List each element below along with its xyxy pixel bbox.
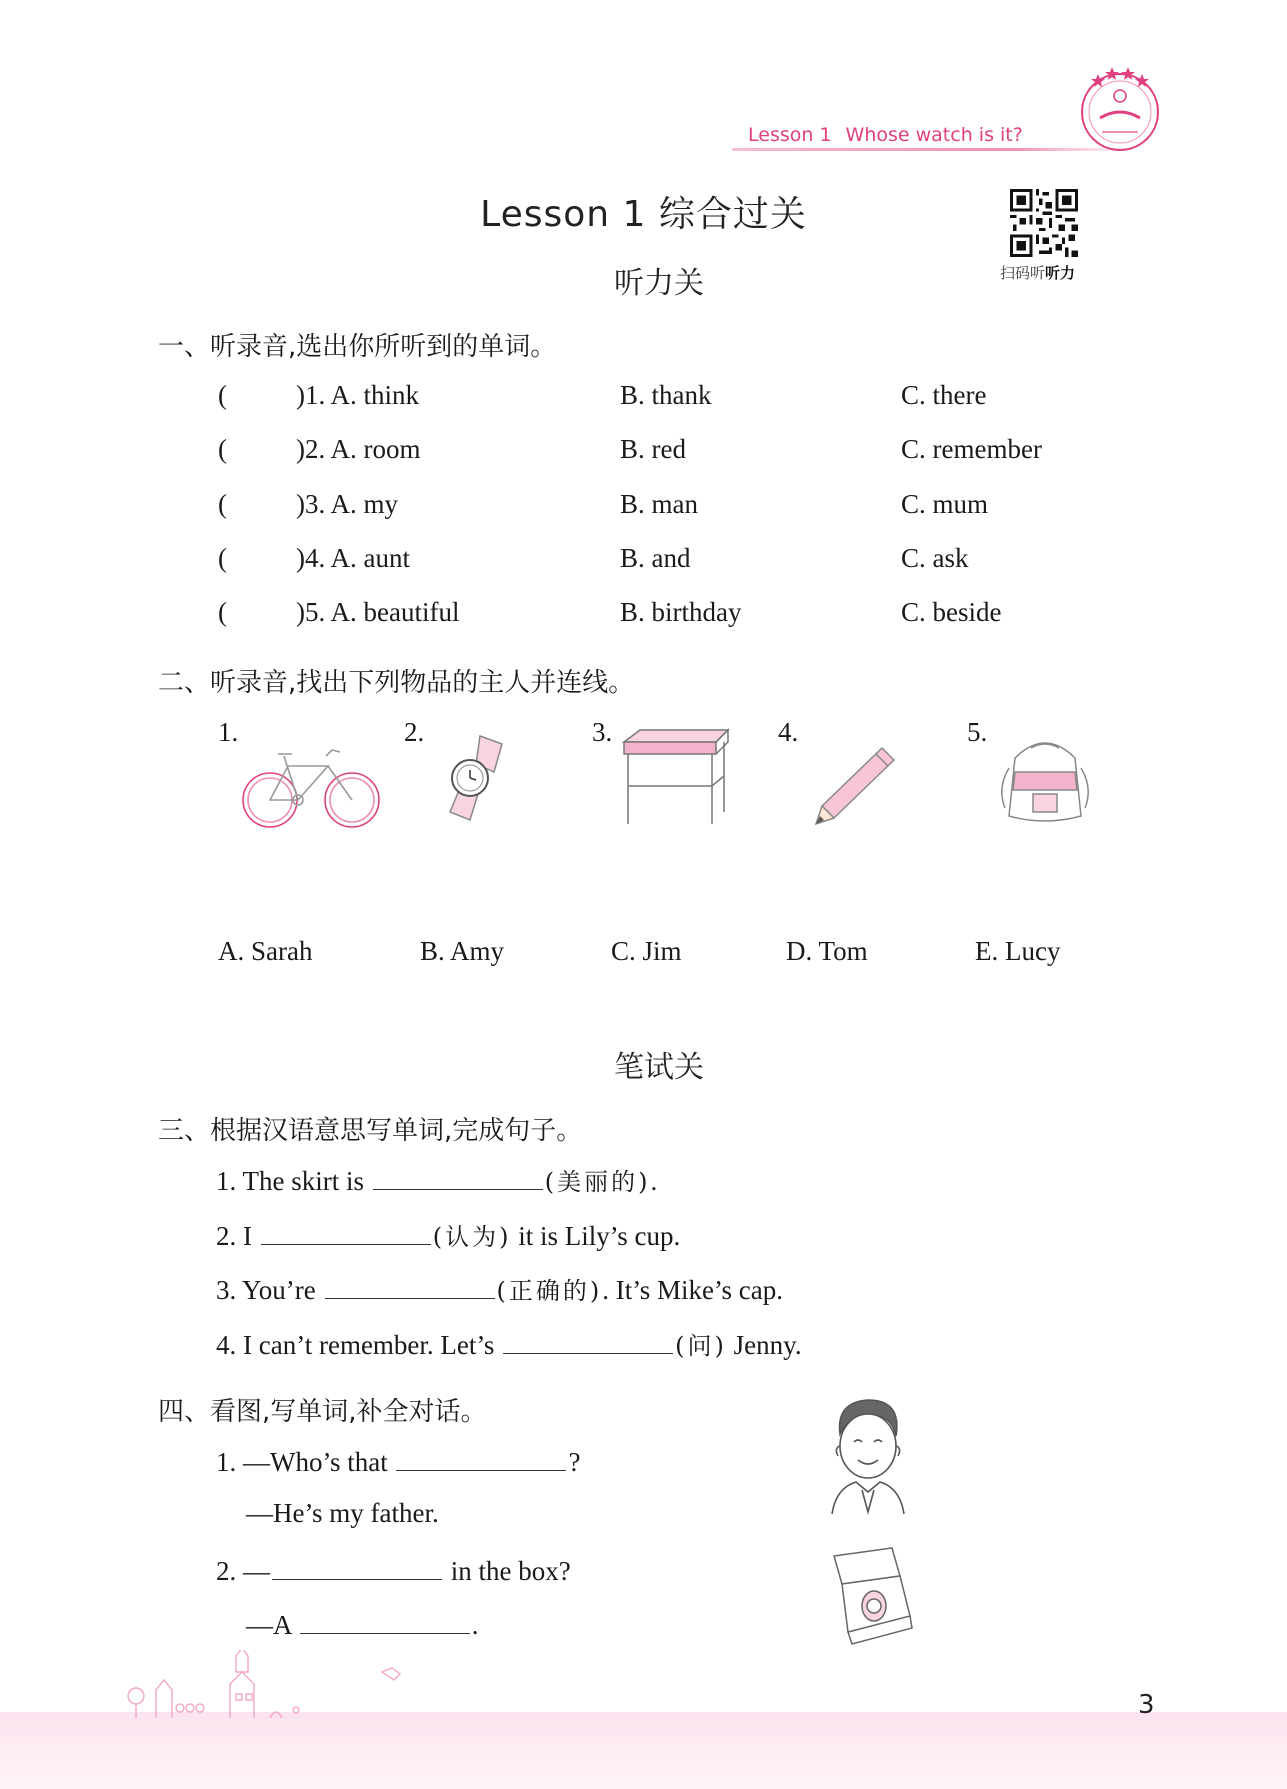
section1-item-2: ( )2. A. room B. red C. remember bbox=[218, 434, 1042, 464]
section4-a1: —He’s my father. bbox=[246, 1498, 439, 1528]
section4-a2: —A . bbox=[246, 1607, 479, 1641]
picture-number: 3. bbox=[592, 717, 613, 747]
picture-number: 2. bbox=[404, 717, 425, 747]
option-a: )2. A. room bbox=[296, 434, 421, 464]
section1-item-4: ( )4. A. aunt B. and C. ask bbox=[218, 543, 969, 573]
option-b: B. and bbox=[620, 543, 691, 573]
option-b: B. man bbox=[620, 489, 698, 519]
brand-seal-icon bbox=[1072, 60, 1168, 156]
lesson-tag: Lesson 1 bbox=[748, 124, 832, 146]
owner-option: D. Tom bbox=[786, 936, 868, 966]
footer-band bbox=[0, 1712, 1287, 1789]
section3-item-2: 2. I (认为) it is Lily’s cup. bbox=[216, 1217, 680, 1252]
owner-option: C. Jim bbox=[611, 936, 682, 966]
answer-blank[interactable] bbox=[396, 1444, 566, 1471]
chinese-hint: (美丽的) bbox=[544, 1168, 651, 1196]
owner-option: E. Lucy bbox=[975, 936, 1061, 966]
chinese-hint: (问) bbox=[675, 1332, 727, 1360]
section4-heading: 四、看图,写单词,补全对话。 bbox=[158, 1397, 487, 1427]
running-header bbox=[748, 124, 1037, 146]
option-a: )3. A. my bbox=[296, 489, 399, 519]
section3-item-4: 4. I can’t remember. Let’s (问) Jenny. bbox=[216, 1326, 802, 1361]
answer-blank[interactable] bbox=[261, 1218, 431, 1245]
bicycle-icon bbox=[240, 742, 382, 830]
page-title: Lesson 1 综合过关 bbox=[480, 194, 807, 235]
option-c: C. remember bbox=[901, 434, 1042, 464]
desk-icon bbox=[620, 726, 732, 828]
lesson-title: Whose watch is it? bbox=[845, 124, 1023, 146]
option-b: B. thank bbox=[620, 380, 712, 410]
section1-item-3: ( )3. A. my B. man C. mum bbox=[218, 489, 989, 519]
owner-option: B. Amy bbox=[420, 936, 505, 966]
answer-blank[interactable] bbox=[503, 1327, 673, 1354]
answer-blank[interactable] bbox=[373, 1163, 543, 1190]
option-b: B. red bbox=[620, 434, 686, 464]
section4-q1: 1. —Who’s that ? bbox=[216, 1444, 580, 1478]
section4-q2: 2. — in the box? bbox=[216, 1553, 571, 1587]
option-a: )1. A. think bbox=[296, 380, 420, 410]
answer-blank[interactable] bbox=[300, 1607, 470, 1634]
picture-number: 5. bbox=[967, 717, 988, 747]
option-a: )4. A. aunt bbox=[296, 543, 410, 573]
owner-option: A. Sarah bbox=[218, 936, 313, 966]
town-decoration-icon bbox=[120, 1650, 420, 1720]
answer-blank[interactable] bbox=[272, 1553, 442, 1580]
option-c: C. beside bbox=[901, 597, 1002, 627]
qr-caption: 扫码听听力 bbox=[1000, 264, 1076, 282]
section2-heading: 二、听录音,找出下列物品的主人并连线。 bbox=[158, 668, 635, 698]
pencil-icon bbox=[812, 744, 898, 826]
qr-code-icon bbox=[1010, 189, 1078, 257]
option-b: B. birthday bbox=[620, 597, 742, 627]
chinese-hint: (认为) bbox=[432, 1223, 512, 1251]
picture-number: 1. bbox=[218, 717, 239, 747]
section3-item-3: 3. You’re (正确的). It’s Mike’s cap. bbox=[216, 1271, 783, 1306]
option-c: C. there bbox=[901, 380, 987, 410]
page-number: 3 bbox=[1138, 1690, 1155, 1720]
watch-icon bbox=[440, 732, 512, 824]
watch-box-icon bbox=[830, 1546, 914, 1648]
backpack-icon bbox=[995, 728, 1095, 828]
listening-heading: 听力关 bbox=[614, 266, 704, 301]
section1-item-5: ( )5. A. beautiful B. birthday C. beside bbox=[218, 597, 1002, 627]
section1-item-1: ( )1. A. think B. thank C. there bbox=[218, 380, 987, 410]
section3-item-1: 1. The skirt is (美丽的). bbox=[216, 1162, 657, 1197]
section3-heading: 三、根据汉语意思写单词,完成句子。 bbox=[158, 1116, 583, 1146]
option-c: C. mum bbox=[901, 489, 989, 519]
answer-blank[interactable] bbox=[325, 1272, 495, 1299]
option-c: C. ask bbox=[901, 543, 969, 573]
father-icon bbox=[822, 1394, 914, 1518]
picture-number: 4. bbox=[778, 717, 799, 747]
writing-heading: 笔试关 bbox=[614, 1050, 704, 1085]
chinese-hint: (正确的) bbox=[496, 1277, 603, 1305]
option-a: )5. A. beautiful bbox=[296, 597, 460, 627]
section1-heading: 一、听录音,选出你所听到的单词。 bbox=[158, 332, 557, 362]
